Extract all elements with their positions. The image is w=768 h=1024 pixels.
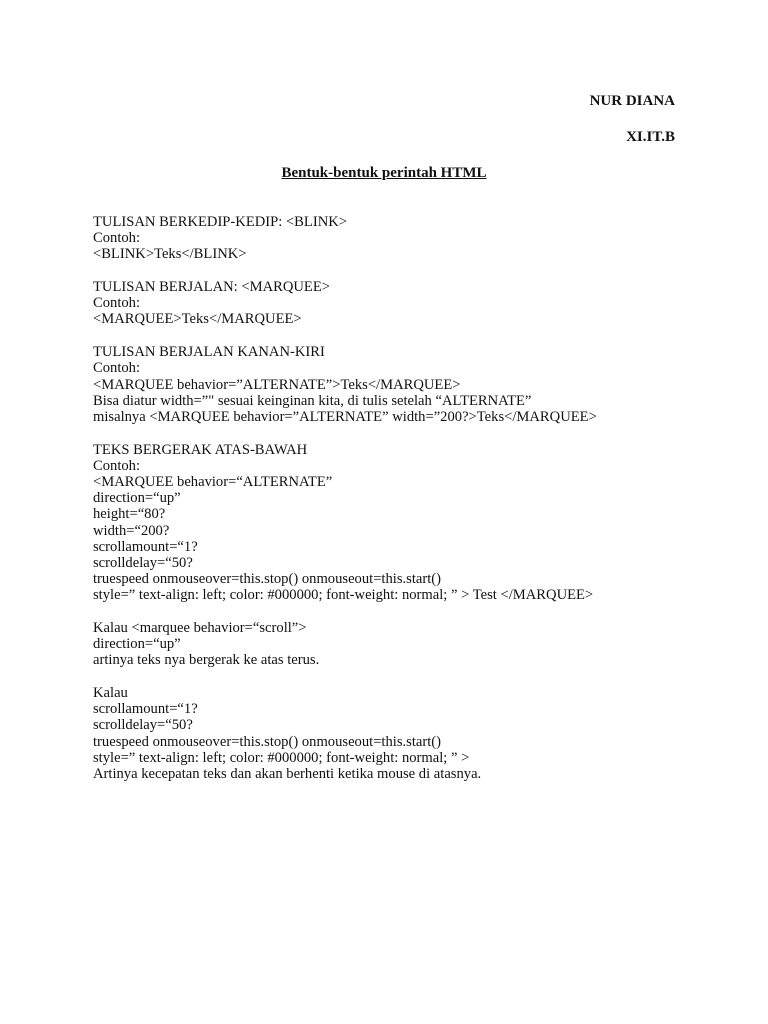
- text-line: scrolldelay=“50?: [93, 554, 193, 571]
- text-line: <MARQUEE behavior=“ALTERNATE”: [93, 473, 333, 490]
- section-marquee-speed: [93, 685, 733, 782]
- section-heading: TULISAN BERJALAN KANAN-KIRI: [93, 344, 325, 361]
- text-line: artinya teks nya bergerak ke atas terus.: [93, 652, 320, 669]
- text-line: scrolldelay=“50?: [93, 717, 193, 734]
- text-line: Bisa diatur width=”" sesuai keinginan kita, di tulis setelah “ALTERNATE”: [93, 392, 532, 409]
- text-line: Kalau: [93, 685, 128, 701]
- text-line: Artinya kecepatan teks dan akan berhenti ketika mouse di atasnya.: [93, 765, 482, 782]
- text-line: Contoh:: [93, 230, 141, 247]
- document-body: [93, 214, 733, 782]
- text-line: style=” text-align: left; color: #000000; font-weight: normal; ” > Test </MARQUEE>: [93, 587, 594, 604]
- text-line: Contoh:: [93, 457, 141, 474]
- author-name: NUR DIANA: [589, 93, 675, 109]
- section-heading: TULISAN BERKEDIP-KEDIP: <BLINK>: [93, 214, 348, 230]
- author-class: XI.IT.B: [626, 129, 675, 145]
- text-line: <BLINK>Teks</BLINK>: [93, 246, 247, 263]
- text-line: direction=“up”: [93, 636, 181, 653]
- text-line: Contoh:: [93, 295, 141, 312]
- section-heading: TULISAN BERJALAN: <MARQUEE>: [93, 279, 330, 296]
- section-marquee: [93, 279, 733, 328]
- text-line: <MARQUEE>Teks</MARQUEE>: [93, 311, 302, 328]
- document-title: Bentuk-bentuk perintah HTML: [281, 165, 487, 181]
- section-marquee-vertical: [93, 442, 733, 604]
- text-line: truespeed onmouseover=this.stop() onmouseout=this.start(): [93, 733, 442, 750]
- section-marquee-scroll: [93, 620, 733, 669]
- text-line: width=“200?: [93, 522, 170, 539]
- text-line: truespeed onmouseover=this.stop() onmouseout=this.start(): [93, 571, 442, 588]
- text-line: direction=“up”: [93, 490, 181, 507]
- section-heading: TEKS BERGERAK ATAS-BAWAH: [93, 441, 308, 458]
- text-line: scrollamount=“1?: [93, 538, 198, 555]
- text-line: height=“80?: [93, 506, 166, 523]
- text-line: scrollamount=“1?: [93, 701, 198, 718]
- section-marquee-alternate: [93, 344, 733, 425]
- section-blink: [93, 214, 733, 263]
- text-line: Contoh:: [93, 360, 141, 377]
- text-line: misalnya <MARQUEE behavior=”ALTERNATE” width=”200?>Teks</MARQUEE>: [93, 408, 597, 425]
- text-line: style=” text-align: left; color: #000000; font-weight: normal; ” >: [93, 749, 470, 766]
- text-line: Kalau <marquee behavior=“scroll”>: [93, 619, 307, 636]
- text-line: <MARQUEE behavior=”ALTERNATE”>Teks</MARQUEE>: [93, 376, 461, 393]
